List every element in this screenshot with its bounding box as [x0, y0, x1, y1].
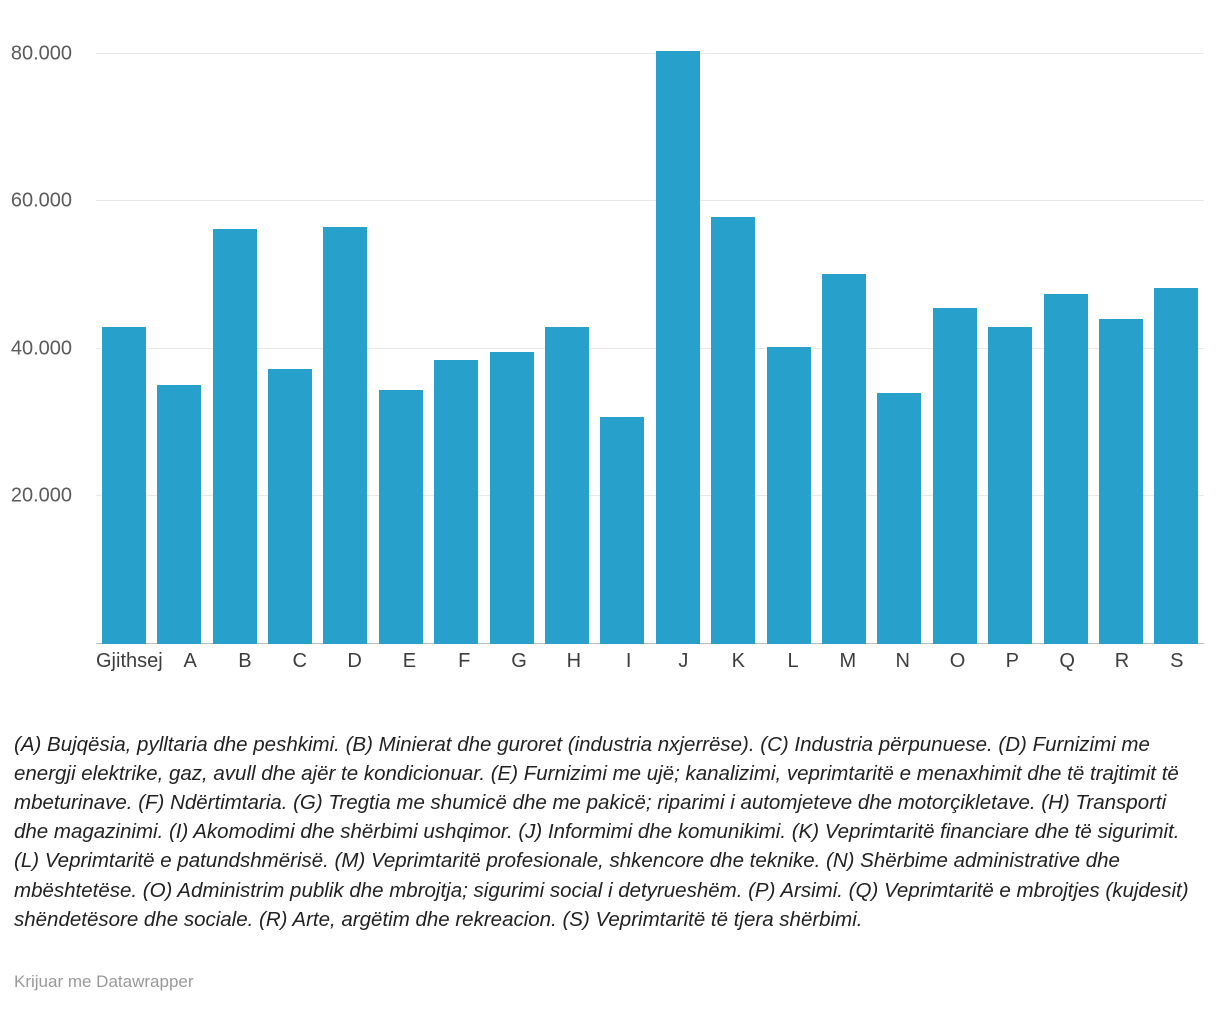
- bar[interactable]: [1099, 319, 1143, 644]
- bar-slot: [151, 24, 206, 644]
- bar-slot: [207, 24, 262, 644]
- bar[interactable]: [767, 347, 811, 644]
- y-axis-tick-label: 20.000: [10, 484, 72, 507]
- bar-slot: [761, 24, 816, 644]
- bar[interactable]: [711, 217, 755, 644]
- x-axis-tick-label: N: [895, 650, 910, 672]
- bar-slot: [1038, 24, 1093, 644]
- bar[interactable]: [434, 360, 478, 644]
- x-axis-tick-label: R: [1114, 650, 1130, 672]
- x-axis: [96, 650, 1204, 684]
- bar-slot: [927, 24, 982, 644]
- x-axis-tick-label: J: [678, 650, 689, 672]
- bar[interactable]: [600, 417, 644, 644]
- bar-slot: [650, 24, 705, 644]
- bar-slot: [539, 24, 594, 644]
- bar-slot: [1093, 24, 1148, 644]
- x-axis-tick-label: F: [458, 650, 471, 672]
- x-axis-tick-label: Q: [1059, 650, 1075, 672]
- bar[interactable]: [933, 308, 977, 644]
- bar[interactable]: [545, 327, 589, 644]
- x-axis-tick-label: S: [1170, 650, 1184, 672]
- bar-slot: [262, 24, 317, 644]
- bar-slot: [484, 24, 539, 644]
- bar-slot: [983, 24, 1038, 644]
- x-axis-tick-label: L: [787, 650, 799, 672]
- bar[interactable]: [268, 369, 312, 644]
- x-axis-tick-label: Gjithsej: [96, 650, 163, 672]
- x-axis-tick-label: K: [731, 650, 745, 672]
- y-axis-tick-label: 60.000: [10, 189, 72, 212]
- bar[interactable]: [1154, 288, 1198, 644]
- chart-credit: Krijuar me Datawrapper: [14, 972, 194, 991]
- bar[interactable]: [1044, 294, 1088, 644]
- bar-slot: [428, 24, 483, 644]
- x-axis-tick-label: D: [347, 650, 362, 672]
- bar[interactable]: [379, 390, 423, 644]
- bar-slot: [373, 24, 428, 644]
- bar[interactable]: [988, 327, 1032, 644]
- x-axis-tick-label: H: [566, 650, 582, 672]
- x-axis-tick-label: C: [292, 650, 307, 672]
- footnote-legend: (A) Bujqësia, pylltaria dhe peshkimi. (B) Minierat dhe guroret (industria nxjerrëse). (C) Industria përpunuese. (D) Furnizimi me energji elektrike, gaz, avull dhe ajër te kondicionuar. (E) Furnizimi me ujë; kanalizimi, veprimtaritë e menaxhimit dhe të trajtimit të mbeturinave. (F) Ndërtimtaria. (G) Tregtia me shumicë dhe me pakicë; riparimi i automjeteve dhe motorçikletave. (H) Transporti dhe magazinimi. (I) Akomodimi dhe shërbimi ushqimor. (J) Informimi dhe komunikimi. (K) Veprimtaritë financiare dhe të sigurimit. (L) Veprimtaritë e patundshmërisë. (M) Veprimtaritë profesionale, shkencore dhe teknike. (N) Shërbime administrative dhe mbështetëse. (O) Administrim publik dhe mbrojtja; sigurimi social i detyrueshëm. (P) Arsimi. (Q) Veprimtaritë e mbrojtjes (kujdesit) shëndetësore dhe sociale. (R) Arte, argëtim dhe rekreacion. (S) Veprimtaritë të tjera shërbimi.: [14, 733, 1189, 931]
- bar-slot: [595, 24, 650, 644]
- x-axis-tick-label: E: [402, 650, 417, 672]
- plot-area: [10, 24, 1204, 644]
- x-axis-tick-label: G: [511, 650, 527, 672]
- bar-slot: [872, 24, 927, 644]
- bar[interactable]: [656, 51, 700, 644]
- bar[interactable]: [157, 385, 201, 644]
- bar-slot: [96, 24, 151, 644]
- bar[interactable]: [323, 227, 367, 644]
- y-axis-tick-label: 80.000: [10, 42, 72, 65]
- bar[interactable]: [102, 327, 146, 644]
- y-axis-tick-label: 40.000: [10, 337, 72, 360]
- x-axis-tick-label: P: [1005, 650, 1019, 672]
- bar[interactable]: [877, 393, 921, 644]
- bar-slot: [816, 24, 871, 644]
- bar-slot: [705, 24, 760, 644]
- x-axis-tick-label: B: [238, 650, 252, 672]
- x-axis-tick-label: A: [183, 650, 197, 672]
- x-axis-tick-label: O: [949, 650, 966, 672]
- bar[interactable]: [490, 352, 534, 644]
- bar-slot: [1149, 24, 1204, 644]
- x-axis-tick-label: I: [625, 650, 632, 672]
- bar-series: [96, 24, 1204, 644]
- x-axis-tick-label: M: [839, 650, 857, 672]
- bar[interactable]: [213, 229, 257, 644]
- bar[interactable]: [822, 274, 866, 644]
- bar-slot: [318, 24, 373, 644]
